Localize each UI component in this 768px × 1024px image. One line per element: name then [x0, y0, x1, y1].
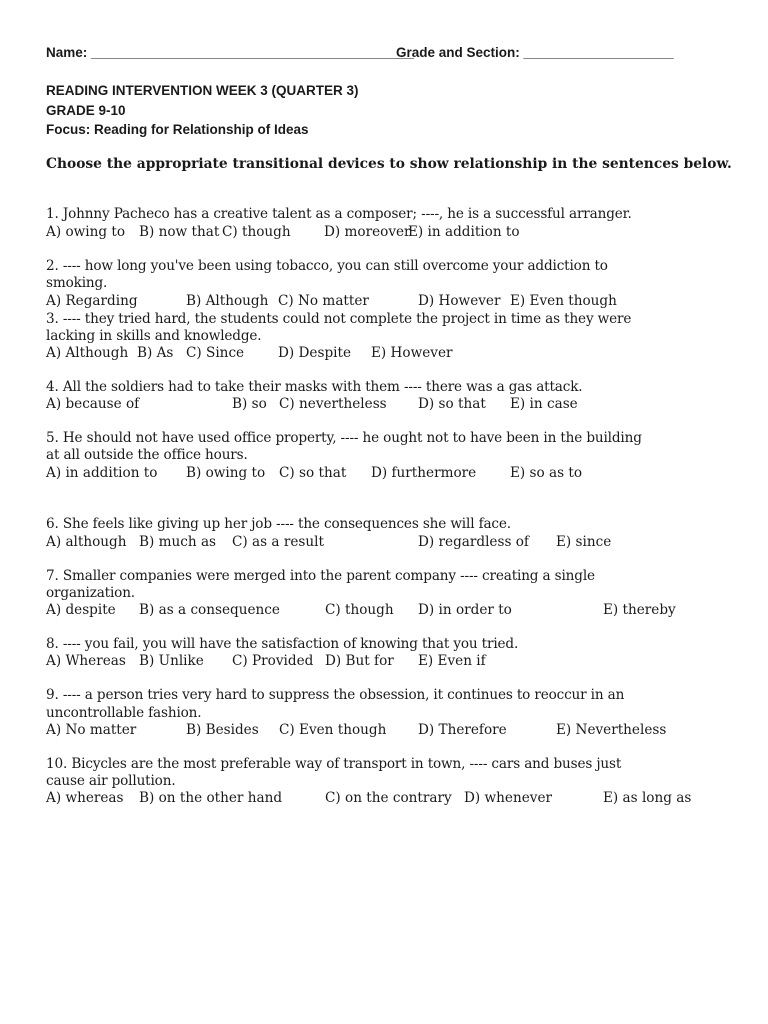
option: C) though — [222, 224, 291, 240]
option: C) No matter — [278, 293, 369, 309]
option: B) Besides — [186, 722, 259, 738]
option: D) Despite — [278, 345, 352, 361]
question-9-text-cont: uncontrollable fashion. — [46, 705, 202, 721]
question-6-text: 6. She feels like giving up her job ---- the consequences she will face. — [46, 516, 511, 532]
option: C) Even though — [279, 722, 387, 738]
question-2-text: 2. ---- how long you've been using tobacco, you can still overcome your addiction to — [46, 258, 608, 274]
option: D) in order to — [418, 602, 512, 618]
option: D) regardless of — [418, 534, 529, 550]
question-4-text: 4. All the soldiers had to take their masks with them ---- there was a gas attack. — [46, 379, 583, 395]
option: E) as long as — [603, 790, 692, 806]
question-2-text-cont: smoking. — [46, 275, 108, 291]
option: A) whereas — [46, 790, 124, 806]
option: B) Unlike — [139, 653, 204, 669]
option: C) nevertheless — [279, 396, 387, 412]
worksheet-title: READING INTERVENTION WEEK 3 (QUARTER 3) — [46, 83, 359, 98]
option: E) Nevertheless — [556, 722, 667, 738]
question-10-text-cont: cause air pollution. — [46, 773, 176, 789]
option: B) on the other hand — [139, 790, 283, 806]
question-9-text: 9. ---- a person tries very hard to suppress the obsession, it continues to reoccur in an — [46, 687, 625, 703]
grade-section-field-label: Grade and Section: ____________________ — [396, 45, 674, 60]
option: A) No matter — [46, 722, 137, 738]
focus-line: Focus: Reading for Relationship of Ideas — [46, 122, 309, 137]
option: A) although — [46, 534, 127, 550]
question-5-text-cont: at all outside the office hours. — [46, 447, 248, 463]
name-field-label: Name: ___________________________________________ — [46, 45, 414, 60]
option: B) As — [137, 345, 174, 361]
option: C) as a result — [232, 534, 324, 550]
option: E) However — [371, 345, 453, 361]
option: D) so that — [418, 396, 486, 412]
option: A) because of — [46, 396, 140, 412]
instructions: Choose the appropriate transitional devices to show relationship in the sentences below. — [46, 156, 732, 172]
option: E) in case — [510, 396, 578, 412]
option: E) thereby — [603, 602, 676, 618]
option: A) owing to — [46, 224, 126, 240]
option: D) moreover — [324, 224, 411, 240]
question-7-text-cont: organization. — [46, 585, 135, 601]
option: A) Although — [46, 345, 129, 361]
question-8-text: 8. ---- you fail, you will have the satisfaction of knowing that you tried. — [46, 636, 519, 652]
option: E) Even though — [510, 293, 617, 309]
question-3-text: 3. ---- they tried hard, the students could not complete the project in time as they were — [46, 311, 632, 327]
question-7-text: 7. Smaller companies were merged into the parent company ---- creating a single — [46, 568, 595, 584]
option: B) so — [232, 396, 267, 412]
question-1-text: 1. Johnny Pacheco has a creative talent as a composer; ----, he is a successful arranger. — [46, 206, 632, 222]
question-3-text-cont: lacking in skills and knowledge. — [46, 328, 262, 344]
option: C) on the contrary — [325, 790, 452, 806]
option: E) in addition to — [408, 224, 520, 240]
option: B) Although — [186, 293, 269, 309]
option: A) in addition to — [46, 465, 158, 481]
option: E) since — [556, 534, 612, 550]
option: A) Whereas — [46, 653, 126, 669]
option: D) However — [418, 293, 501, 309]
option: B) now that — [139, 224, 220, 240]
option: E) Even if — [418, 653, 486, 669]
option: D) whenever — [464, 790, 552, 806]
question-10-text: 10. Bicycles are the most preferable way of transport in town, ---- cars and buses just — [46, 756, 622, 772]
option: B) as a consequence — [139, 602, 280, 618]
option: B) much as — [139, 534, 217, 550]
option: A) Regarding — [46, 293, 138, 309]
option: C) Provided — [232, 653, 314, 669]
grade-level: GRADE 9-10 — [46, 103, 126, 118]
question-5-text: 5. He should not have used office property, ---- he ought not to have been in the building — [46, 430, 642, 446]
option: D) Therefore — [418, 722, 507, 738]
option: C) though — [325, 602, 394, 618]
option: D) furthermore — [371, 465, 477, 481]
option: D) But for — [325, 653, 394, 669]
option: C) Since — [186, 345, 245, 361]
option: C) so that — [279, 465, 347, 481]
option: A) despite — [46, 602, 116, 618]
option: B) owing to — [186, 465, 266, 481]
option: E) so as to — [510, 465, 583, 481]
